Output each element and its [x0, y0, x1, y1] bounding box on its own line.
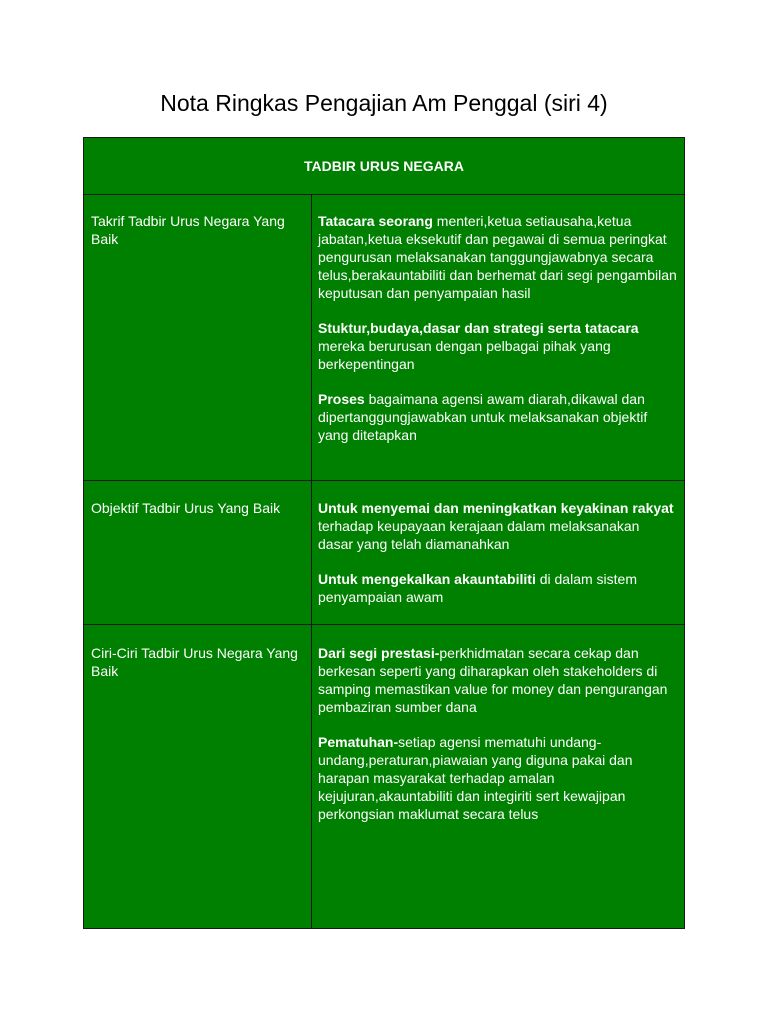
- paragraph: [318, 390, 678, 444]
- paragraph-text: terhadap keupayaan kerajaan dalam melaksanakan dasar yang telah diamanahkan: [318, 518, 640, 552]
- row-label-takrif: Takrif Tadbir Urus Negara Yang Baik: [91, 213, 285, 247]
- bold-term: Stuktur,budaya,dasar dan strategi serta tatacara: [318, 320, 639, 336]
- row-content-takrif: [318, 212, 678, 444]
- row-content-objektif: [318, 499, 678, 606]
- bold-term: Proses: [318, 391, 365, 407]
- paragraph-text: perkhidmatan secara cekap dan berkesan seperti yang diharapkan oleh stakeholders di samping memastikan value for money dan pengurangan pembaziran sumber dana: [318, 645, 668, 715]
- bold-term: Pematuhan-: [318, 734, 399, 750]
- row-divider: [84, 624, 684, 625]
- paragraph: [318, 499, 678, 553]
- row-label-objektif: Objektif Tadbir Urus Yang Baik: [91, 500, 281, 516]
- paragraph: [318, 212, 678, 302]
- notes-table: [83, 137, 685, 929]
- bold-term: Untuk mengekalkan akauntabiliti: [318, 571, 536, 587]
- row-content-ciri: [318, 644, 678, 823]
- paragraph: [318, 570, 678, 606]
- bold-term: Dari segi prestasi-: [318, 645, 440, 661]
- page-title: Nota Ringkas Pengajian Am Penggal (siri 4): [160, 90, 608, 116]
- bold-term: Untuk menyemai dan meningkatkan keyakinan rakyat: [318, 500, 674, 516]
- table-header: TADBIR URUS NEGARA: [304, 158, 464, 174]
- paragraph: [318, 733, 678, 823]
- bold-term: Tatacara seorang: [318, 213, 433, 229]
- paragraph: [318, 319, 678, 373]
- row-divider: [84, 480, 684, 481]
- row-label-ciri: Ciri-Ciri Tadbir Urus Negara Yang Baik: [91, 645, 298, 679]
- paragraph-text: setiap agensi mematuhi undang-undang,peraturan,piawaian yang diguna pakai dan harapan masyarakat terhadap amalan kejujuran,akauntabiliti dan integiriti sert kewajipan perkongsian maklumat secara telus: [318, 734, 633, 822]
- paragraph-text: bagaimana agensi awam diarah,dikawal dan dipertanggungjawabkan untuk melaksanakan objektif yang ditetapkan: [318, 391, 648, 443]
- column-divider: [311, 194, 312, 928]
- paragraph-text: di dalam sistem penyampaian awam: [318, 571, 637, 605]
- paragraph-text: mereka berurusan dengan pelbagai pihak yang berkepentingan: [318, 338, 611, 372]
- row-divider: [84, 194, 684, 195]
- paragraph-text: menteri,ketua setiausaha,ketua jabatan,ketua eksekutif dan pegawai di semua peringkat pengurusan melaksanakan tanggungjawabnya secara telus,berakauntabiliti dan berhemat dari segi pengambilan keputusan dan penyampaian hasil: [318, 213, 677, 301]
- paragraph: [318, 644, 678, 716]
